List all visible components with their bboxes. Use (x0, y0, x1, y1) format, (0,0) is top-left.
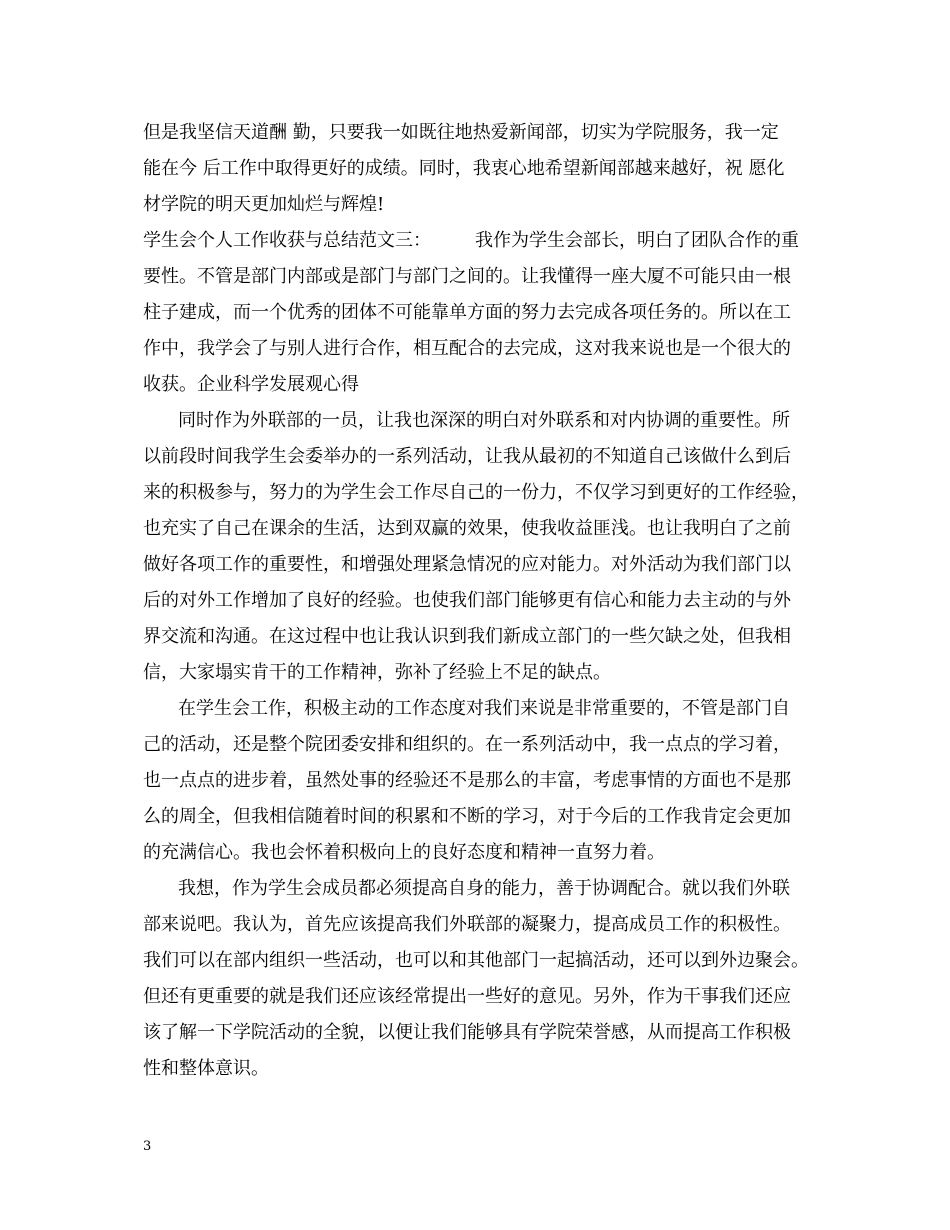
body-line: 来的积极参与，努力的为学生会工作尽自己的一份力，不仅学习到更好的工作经验， (143, 482, 809, 503)
body-line: 界交流和沟通。在这过程中也让我认识到我们新成立部门的一些欠缺之处，但我相 (143, 626, 791, 647)
section-heading-suffix: 我作为学生会部长，明白了团队合作的重 (475, 230, 799, 251)
paragraph-first-line: 在学生会工作，积极主动的工作态度对我们来说是非常重要的，不管是部门自 (178, 698, 790, 719)
body-line: 我们可以在部内组织一些活动，也可以和其他部门一起搞活动，还可以到外边聚会。 (143, 950, 809, 971)
body-line: 作中，我学会了与别人进行合作，相互配合的去完成，这对我来说也是一个很大的 (143, 338, 791, 359)
section-heading-prefix: 学生会个人工作收获与总结范文三： (143, 230, 431, 251)
body-line: 信，大家塌实肯干的工作精神，弥补了经验上不足的缺点。 (143, 662, 611, 683)
body-line: 要性。不管是部门内部或是部门与部门之间的。让我懂得一座大厦不可能只由一根 (143, 266, 791, 287)
page-number: 3 (143, 1139, 152, 1154)
body-line: 以前段时间我学生会委举办的一系列活动，让我从最初的不知道自己该做什么到后 (143, 446, 791, 467)
body-line: 收获。企业科学发展观心得 (143, 374, 359, 395)
body-line: 但是我坚信天道酬 勤，只要我一如既往地热爱新闻部，切实为学院服务，我一定 (143, 122, 779, 143)
body-line: 能在今 后工作中取得更好的成绩。同时，我衷心地希望新闻部越来越好，祝 愿化 (143, 158, 785, 179)
body-line: 也一点点的进步着，虽然处事的经验还不是那么的丰富，考虑事情的方面也不是那 (143, 770, 791, 791)
body-line: 也充实了自己在课余的生活，达到双赢的效果，使我收益匪浅。也让我明白了之前 (143, 518, 791, 539)
body-line: 材学院的明天更加灿烂与辉煌! (143, 194, 385, 215)
paragraph-first-line: 同时作为外联部的一员，让我也深深的明白对外联系和对内协调的重要性。所 (178, 410, 790, 431)
body-line: 性和整体意识。 (143, 1058, 269, 1079)
body-line: 但还有更重要的就是我们还应该经常提出一些好的意见。另外，作为干事我们还应 (143, 986, 791, 1007)
body-line: 该了解一下学院活动的全貌，以便让我们能够具有学院荣誉感，从而提高工作积极 (143, 1022, 791, 1043)
body-line: 柱子建成，而一个优秀的团体不可能靠单方面的努力去完成各项任务的。所以在工 (143, 302, 791, 323)
body-line: 部来说吧。我认为，首先应该提高我们外联部的凝聚力，提高成员工作的积极性。 (143, 914, 791, 935)
body-line: 后的对外工作增加了良好的经验。也使我们部门能够更有信心和能力去主动的与外 (143, 590, 791, 611)
body-line: 做好各项工作的重要性，和增强处理紧急情况的应对能力。对外活动为我们部门以 (143, 554, 791, 575)
body-line: 己的活动，还是整个院团委安排和组织的。在一系列活动中，我一点点的学习着， (143, 734, 791, 755)
paragraph-first-line: 我想，作为学生会成员都必须提高自身的能力，善于协调配合。就以我们外联 (178, 878, 790, 899)
body-line: 么的周全，但我相信随着时间的积累和不断的学习，对于今后的工作我肯定会更加 (143, 806, 791, 827)
body-line: 的充满信心。我也会怀着积极向上的良好态度和精神一直努力着。 (143, 842, 665, 863)
section-heading-line (143, 229, 823, 253)
